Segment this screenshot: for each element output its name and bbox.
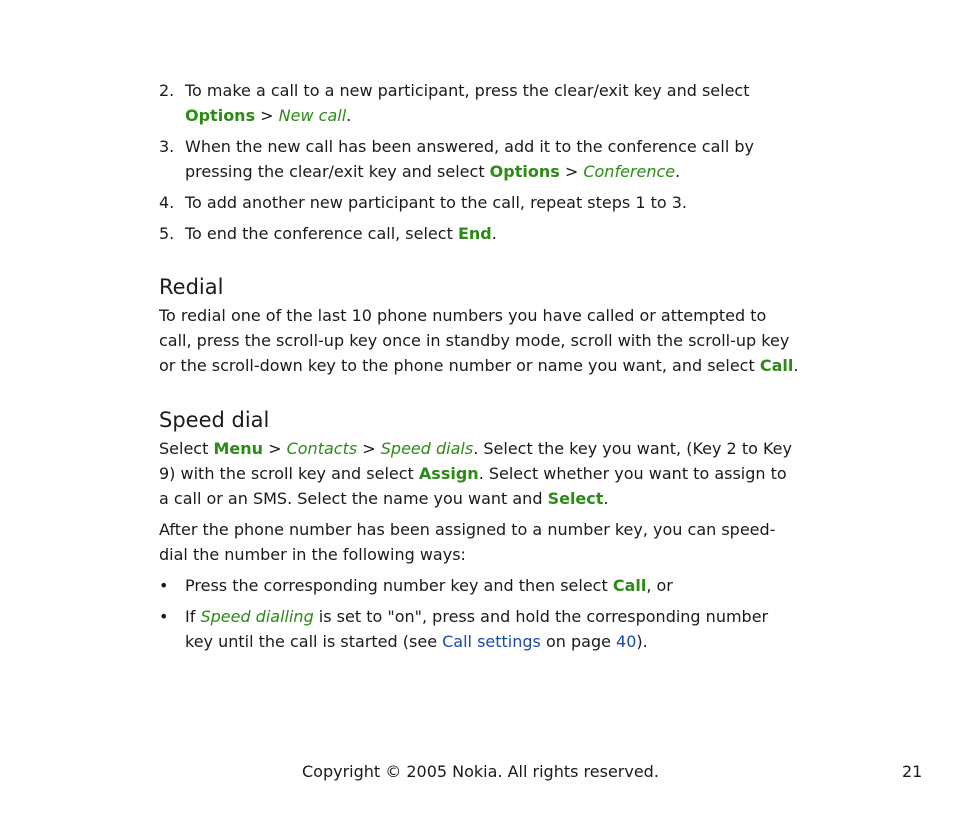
punctuation: . <box>603 489 609 508</box>
menu-keyword-speed-dials: Speed dials <box>380 439 474 458</box>
step-3 <box>159 134 799 184</box>
bullet-text: is set to "on", press and hold the corresponding number key until the call is started (see <box>185 607 769 651</box>
bullet-text: If <box>185 607 201 626</box>
copyright-notice: Copyright © 2005 Nokia. All rights reserved. <box>302 762 659 781</box>
bullet-text: Press the corresponding number key and then select <box>185 576 613 595</box>
menu-keyword-end: End <box>457 224 492 243</box>
menu-keyword-options: Options <box>489 162 560 181</box>
redial-text: To redial one of the last 10 phone numbers you have called or attempted to call, press the scroll-up key once in standby mode, scroll with the scroll-up key or the scroll-down key to the phone number or name you want, and select <box>159 306 790 375</box>
conference-steps-list <box>159 78 799 246</box>
speed-dial-paragraph-2: After the phone number has been assigned to a number key, you can speed-dial the number in the following ways: <box>159 520 776 564</box>
punctuation: . <box>675 162 681 181</box>
redial-heading: Redial <box>159 275 224 299</box>
step-text: When the new call has been answered, add it to the conference call by pressing the clear/exit key and select <box>185 137 754 181</box>
step-4 <box>159 190 799 215</box>
step-5 <box>159 221 799 246</box>
call-settings-link[interactable]: Call settings <box>442 632 541 651</box>
menu-keyword-select: Select <box>547 489 604 508</box>
punctuation: ). <box>636 632 648 651</box>
punctuation: . <box>793 356 799 375</box>
speed-dial-heading: Speed dial <box>159 408 270 432</box>
menu-keyword-speed-dialling: Speed dialling <box>200 607 314 626</box>
step-2 <box>159 78 799 128</box>
bullet-text: , or <box>646 576 673 595</box>
bullet-icon: • <box>159 607 169 626</box>
menu-keyword-contacts: Contacts <box>286 439 358 458</box>
menu-keyword-options: Options <box>185 106 256 125</box>
list-item <box>159 604 799 654</box>
speed-dial-text: . Select the key you want, (Key 2 to Key 9) with the scroll key and select <box>159 439 792 483</box>
page-40-link[interactable]: 40 <box>616 632 637 651</box>
speed-dial-ways-list <box>159 573 799 654</box>
page-number: 21 <box>902 762 923 781</box>
list-item <box>159 573 799 598</box>
menu-keyword-call: Call <box>759 356 794 375</box>
menu-separator: > <box>255 106 279 125</box>
step-text: To end the conference call, select <box>185 224 458 243</box>
punctuation: . <box>491 224 497 243</box>
menu-keyword-menu: Menu <box>213 439 264 458</box>
step-text: To make a call to a new participant, press the clear/exit key and select <box>185 81 750 100</box>
step-number: 2. <box>159 81 175 100</box>
step-number: 3. <box>159 137 175 156</box>
step-text: To add another new participant to the call, repeat steps 1 to 3. <box>185 193 688 212</box>
menu-keyword-new-call: New call <box>278 106 347 125</box>
menu-keyword-call: Call <box>612 576 647 595</box>
menu-separator: > <box>357 439 381 458</box>
speed-dial-paragraph-1 <box>159 436 799 511</box>
step-number: 5. <box>159 224 175 243</box>
speed-dial-text: Select <box>159 439 214 458</box>
menu-separator: > <box>559 162 584 181</box>
speed-dial-text: . Select whether you want to assign to a call or an SMS. Select the name you want and <box>159 464 787 508</box>
page-content <box>159 78 799 660</box>
bullet-text: on page <box>540 632 617 651</box>
menu-keyword-assign: Assign <box>418 464 479 483</box>
menu-keyword-conference: Conference <box>583 162 676 181</box>
punctuation: . <box>346 106 352 125</box>
redial-paragraph <box>159 303 799 378</box>
menu-separator: > <box>263 439 287 458</box>
bullet-icon: • <box>159 576 169 595</box>
step-number: 4. <box>159 193 175 212</box>
